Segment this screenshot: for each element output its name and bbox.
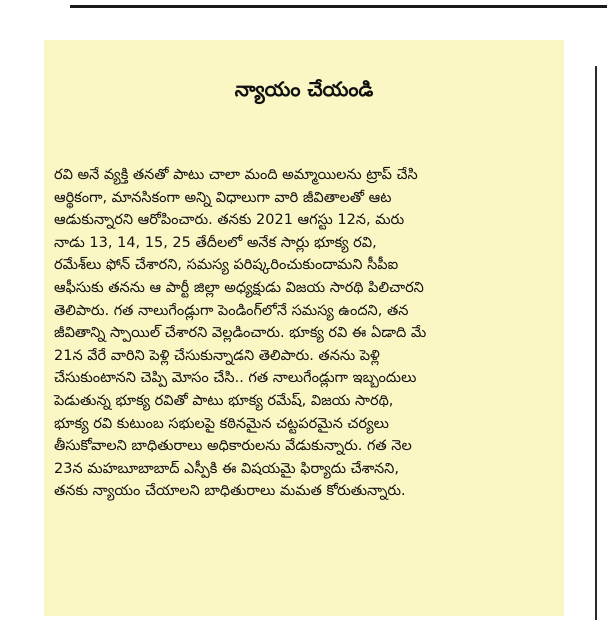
news-article-box (44, 40, 564, 616)
article-line: ఆర్థికంగా, మానసికంగా అన్ని విధాలుగా వారి జీవితాలతో ఆట (54, 189, 392, 206)
article-line: నాడు 13, 14, 15, 25 తేదీలలో అనేక సార్లు భూక్య రవి, (54, 234, 377, 251)
article-line: ఆడుకున్నారని ఆరోపించారు. తనకు 2021 ఆగస్టు 12న, మరు (54, 212, 405, 229)
article-line: భూక్య రవి కుటుంబ సభులపై కఠినమైన చట్టపరమైన చర్యలు (54, 415, 389, 432)
headline: న్యాయం చేయండి (234, 77, 374, 101)
article-line: తనకు న్యాయం చేయాలని బాధితురాలు మమత కోరుతున్నారు. (54, 483, 406, 500)
article-body (54, 164, 560, 503)
article-line: రవి అనే వ్యక్తి తనతో పాటు చాలా మంది అమ్మాయిలను ట్రాప్ చేసి (54, 167, 418, 183)
article-line: జీవితాన్ని స్పాయిల్ చేశారని వెల్లడించారు. భూక్య రవి ఈ ఏడాది మే (54, 325, 427, 342)
article-line: చేసుకుంటానని చెప్పి మోసం చేసి.. గత నాలుగేండ్లుగా ఇబ్బందులు (54, 370, 417, 387)
article-line: తీసుకోవాలని బాధితురాలు అధికారులను వేడుకున్నారు. గత నెల (54, 438, 412, 455)
article-line: ఆఫీసుకు తనను ఆ పార్టీ జిల్లా అధ్యక్షుడు విజయ సారథి పిలిచారని (54, 279, 424, 296)
column-divider (595, 66, 597, 620)
article-line: పెడుతున్న భూక్య రవితో పాటు భూక్య రమేష్, విజయ సారథి, (54, 392, 394, 409)
article-line: 21న వేరే వారిని పెళ్లి చేసుకున్నాడని తెలిపారు. తనను పెళ్లి (54, 347, 380, 364)
article-line: 23న మహబూబాబాద్ ఎస్పీకి ఈ విషయమై ఫిర్యాదు చేశానని, (54, 460, 399, 477)
article-line: తెలిపారు. గత నాలుగేండ్లుగా పెండింగ్‌లోనే సమస్య ఉందని, తన (54, 302, 409, 319)
article-line: రమేశ్‌లు ఫోన్ చేశారని, సమస్య పరిష్కరించుకుందామని సీపీఐ (54, 257, 399, 274)
top-rule (70, 5, 607, 8)
